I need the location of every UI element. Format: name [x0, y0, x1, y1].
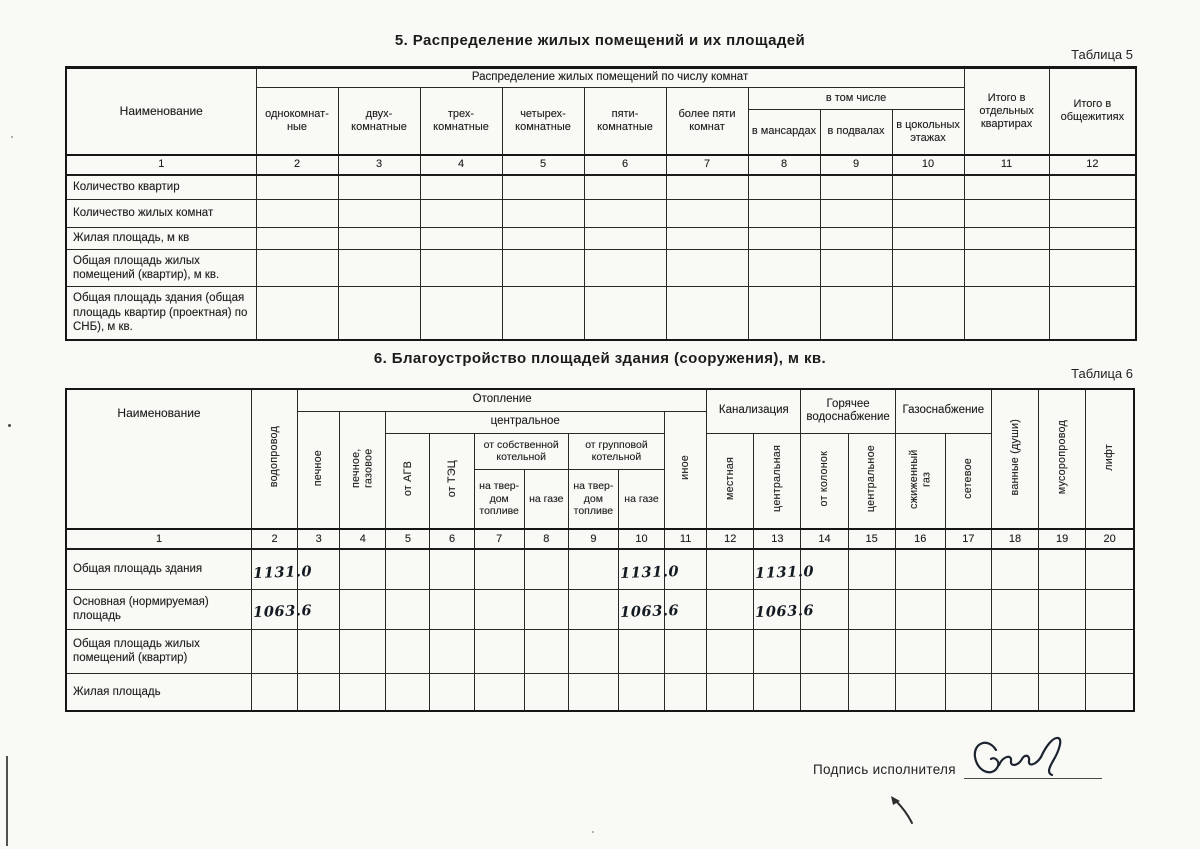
col-number: 12	[1049, 155, 1136, 175]
scan-speck	[11, 136, 13, 138]
handwritten-value	[754, 549, 815, 589]
empty-cell	[892, 228, 964, 250]
col-number: 5	[502, 155, 584, 175]
signature-block	[813, 738, 1102, 779]
col-number: 4	[420, 155, 502, 175]
empty-cell	[801, 629, 848, 673]
vertical-label: от АГВ	[401, 461, 414, 497]
empty-cell	[524, 673, 568, 711]
empty-cell	[892, 175, 964, 200]
t5-header-total-flats: Итого в отдельных квартирах	[964, 68, 1049, 155]
t6-col-other	[665, 411, 707, 529]
col-number: 7	[666, 155, 748, 175]
empty-cell	[1086, 673, 1134, 711]
col-number: 20	[1086, 529, 1134, 549]
empty-cell	[256, 200, 338, 228]
handwritten-value	[618, 589, 680, 629]
empty-cell	[895, 549, 945, 589]
t5-col-ground-floors: в цокольных этажах	[892, 110, 964, 155]
empty-cell	[618, 629, 664, 673]
col-number: 11	[665, 529, 707, 549]
col-number: 11	[964, 155, 1049, 175]
vertical-label: сжиженный газ	[907, 449, 933, 509]
empty-cell	[748, 175, 820, 200]
empty-cell	[340, 549, 386, 589]
empty-cell	[568, 589, 618, 629]
col-number: 3	[298, 529, 340, 549]
col-number: 9	[820, 155, 892, 175]
vertical-label: центральное	[865, 445, 878, 513]
scan-speck	[592, 831, 594, 833]
empty-cell	[892, 250, 964, 287]
t6-col-from-heaters	[801, 433, 848, 529]
vertical-label: местная	[724, 457, 737, 501]
empty-cell	[707, 673, 754, 711]
t5-col-three-room: трех-комнатные	[420, 88, 502, 155]
col-number: 16	[895, 529, 945, 549]
empty-cell	[618, 673, 664, 711]
empty-cell	[964, 287, 1049, 340]
scan-edge-artifact	[6, 756, 8, 846]
empty-cell	[1049, 228, 1136, 250]
t6-row-label: Общая площадь здания	[66, 549, 252, 589]
t5-header-total-dorms: Итого в общежитиях	[1049, 68, 1136, 155]
col-number: 14	[801, 529, 848, 549]
vertical-label: водопровод	[268, 426, 281, 488]
vertical-label: сетевое	[962, 458, 975, 500]
empty-cell	[665, 629, 707, 673]
empty-cell	[820, 175, 892, 200]
t6-col-solid-fuel: на твер-дом топливе	[568, 469, 618, 529]
col-number: 17	[945, 529, 991, 549]
empty-cell	[502, 287, 584, 340]
t6-group-group-boiler: от групповой котельной	[568, 433, 664, 469]
empty-cell	[524, 589, 568, 629]
col-number: 1	[66, 529, 252, 549]
empty-cell	[945, 589, 991, 629]
empty-cell	[666, 200, 748, 228]
table5-room-distribution	[65, 66, 1137, 341]
col-number: 6	[430, 529, 474, 549]
t6-col-network-gas	[945, 433, 991, 529]
t6-group-own-boiler: от собственной котельной	[474, 433, 568, 469]
empty-cell	[1086, 629, 1134, 673]
t6-col-solid-fuel: на твер-дом топливе	[474, 469, 524, 529]
empty-cell	[474, 629, 524, 673]
signature-line	[964, 738, 1102, 779]
col-number: 12	[707, 529, 754, 549]
empty-cell	[420, 228, 502, 250]
vertical-label: центральная	[771, 445, 784, 513]
empty-cell	[340, 629, 386, 673]
t5-row-label: Общая площадь жилых помещений (квартир), м кв.	[66, 250, 256, 287]
empty-cell	[338, 250, 420, 287]
handwritten-number: 1063.6	[619, 602, 680, 622]
empty-cell	[945, 549, 991, 589]
empty-cell	[386, 549, 430, 589]
empty-cell	[338, 287, 420, 340]
vertical-label: печное, газовое	[350, 448, 375, 488]
t5-header-including: в том числе	[748, 88, 964, 110]
empty-cell	[665, 673, 707, 711]
handwritten-number: 1131.0	[619, 562, 680, 582]
empty-cell	[1049, 175, 1136, 200]
empty-cell	[848, 549, 895, 589]
col-number: 9	[568, 529, 618, 549]
col-number: 13	[754, 529, 801, 549]
t5-row-label: Количество квартир	[66, 175, 256, 200]
empty-cell	[848, 629, 895, 673]
empty-cell	[801, 673, 848, 711]
empty-cell	[892, 200, 964, 228]
empty-cell	[502, 228, 584, 250]
empty-cell	[474, 673, 524, 711]
empty-cell	[964, 228, 1049, 250]
empty-cell	[1049, 200, 1136, 228]
t6-col-liquefied-gas	[895, 433, 945, 529]
t6-col-elevator	[1086, 389, 1134, 529]
t5-col-five-room: пяти-комнатные	[584, 88, 666, 155]
vertical-label: печное	[312, 449, 325, 486]
empty-cell	[1086, 549, 1134, 589]
empty-cell	[386, 673, 430, 711]
col-number: 4	[340, 529, 386, 549]
empty-cell	[524, 629, 568, 673]
empty-cell	[256, 250, 338, 287]
t6-col-stove	[298, 411, 340, 529]
empty-cell	[1049, 287, 1136, 340]
empty-cell	[474, 589, 524, 629]
t6-col-on-gas: на газе	[524, 469, 568, 529]
t6-col-baths	[991, 389, 1038, 529]
empty-cell	[338, 228, 420, 250]
empty-cell	[895, 589, 945, 629]
empty-cell	[707, 629, 754, 673]
empty-cell	[1039, 629, 1086, 673]
t5-col-basements: в подвалах	[820, 110, 892, 155]
empty-cell	[748, 287, 820, 340]
empty-cell	[298, 673, 340, 711]
empty-cell	[707, 589, 754, 629]
empty-cell	[338, 200, 420, 228]
empty-cell	[964, 175, 1049, 200]
t5-header-distribution-group: Распределение жилых помещений по числу комнат	[256, 68, 964, 88]
empty-cell	[584, 287, 666, 340]
empty-cell	[991, 549, 1038, 589]
empty-cell	[1049, 250, 1136, 287]
t6-group-hot-water: Горячее водоснабжение	[801, 389, 895, 433]
t5-row-label: Общая площадь здания (общая площадь квартир (проектная) по СНБ), м кв.	[66, 287, 256, 340]
t6-header-name: Наименование	[66, 389, 252, 529]
t6-col-chp	[430, 433, 474, 529]
empty-cell	[754, 673, 801, 711]
empty-cell	[430, 589, 474, 629]
empty-cell	[892, 287, 964, 340]
scan-speck	[8, 424, 11, 427]
handwritten-number: 1131.0	[252, 562, 313, 582]
empty-cell	[991, 629, 1038, 673]
empty-cell	[666, 175, 748, 200]
empty-cell	[256, 287, 338, 340]
t5-row-label: Жилая площадь, м кв	[66, 228, 256, 250]
empty-cell	[420, 250, 502, 287]
vertical-label: ванные (души)	[1008, 418, 1021, 496]
t6-group-sewerage: Канализация	[707, 389, 801, 433]
empty-cell	[1039, 673, 1086, 711]
table5-caption: Таблица 5	[1071, 47, 1133, 62]
t6-group-central-heating: центральное	[386, 411, 665, 433]
empty-cell	[568, 549, 618, 589]
empty-cell	[848, 673, 895, 711]
t6-row-label: Общая площадь жилых помещений (квартир)	[66, 629, 252, 673]
empty-cell	[945, 673, 991, 711]
empty-cell	[420, 200, 502, 228]
empty-cell	[386, 589, 430, 629]
empty-cell	[895, 629, 945, 673]
empty-cell	[502, 175, 584, 200]
t5-col-mansards: в мансардах	[748, 110, 820, 155]
empty-cell	[584, 228, 666, 250]
empty-cell	[568, 673, 618, 711]
t5-row-label: Количество жилых комнат	[66, 200, 256, 228]
col-number: 6	[584, 155, 666, 175]
handwritten-number: 1131.0	[755, 562, 815, 582]
empty-cell	[1039, 549, 1086, 589]
handwritten-number: 1063.6	[755, 602, 815, 622]
empty-cell	[991, 589, 1038, 629]
empty-cell	[340, 589, 386, 629]
empty-cell	[338, 175, 420, 200]
empty-cell	[524, 549, 568, 589]
empty-cell	[945, 629, 991, 673]
executor-signature	[966, 734, 1086, 784]
empty-cell	[420, 287, 502, 340]
col-number: 15	[848, 529, 895, 549]
empty-cell	[256, 228, 338, 250]
t6-group-heating: Отопление	[298, 389, 707, 411]
empty-cell	[820, 287, 892, 340]
col-number: 8	[524, 529, 568, 549]
col-number: 10	[618, 529, 664, 549]
signature-label: Подпись исполнителя	[813, 762, 956, 777]
empty-cell	[420, 175, 502, 200]
empty-cell	[754, 629, 801, 673]
vertical-label: иное	[679, 455, 692, 481]
col-number: 7	[474, 529, 524, 549]
col-number: 8	[748, 155, 820, 175]
t5-col-four-room: четырех-комнатные	[502, 88, 584, 155]
vertical-label: от ТЭЦ	[445, 460, 458, 498]
vertical-label: от колонок	[818, 451, 831, 507]
col-number: 5	[386, 529, 430, 549]
section6-title: 6. Благоустройство площадей здания (сооружения), м кв.	[373, 350, 827, 367]
section5-title: 5. Распределение жилых помещений и их площадей	[394, 32, 806, 49]
t5-col-one-room: однокомнат-ные	[256, 88, 338, 155]
empty-cell	[502, 250, 584, 287]
col-number: 19	[1039, 529, 1086, 549]
empty-cell	[991, 673, 1038, 711]
empty-cell	[820, 250, 892, 287]
empty-cell	[430, 549, 474, 589]
col-number: 1	[66, 155, 256, 175]
t6-col-central-sewerage	[754, 433, 801, 529]
handwritten-value	[252, 549, 313, 589]
empty-cell	[584, 175, 666, 200]
empty-cell	[748, 228, 820, 250]
pen-mark	[884, 792, 918, 826]
t6-col-local	[707, 433, 754, 529]
t6-col-stove-gas	[340, 411, 386, 529]
t6-row-label: Основная (нормируемая) площадь	[66, 589, 252, 629]
empty-cell	[584, 250, 666, 287]
empty-cell	[964, 200, 1049, 228]
vertical-label: лифт	[1103, 443, 1116, 471]
empty-cell	[256, 175, 338, 200]
handwritten-value	[618, 549, 680, 589]
t6-row-label: Жилая площадь	[66, 673, 252, 711]
table6-building-amenities	[65, 388, 1135, 712]
empty-cell	[430, 629, 474, 673]
empty-cell	[568, 629, 618, 673]
empty-cell	[1039, 589, 1086, 629]
t6-col-on-gas: на газе	[618, 469, 664, 529]
empty-cell	[748, 200, 820, 228]
t6-group-gas-supply: Газоснабжение	[895, 389, 991, 433]
handwritten-value	[754, 589, 815, 629]
empty-cell	[666, 287, 748, 340]
t6-col-garbage-chute	[1039, 389, 1086, 529]
empty-cell	[820, 200, 892, 228]
empty-cell	[666, 250, 748, 287]
handwritten-value	[252, 589, 313, 629]
handwritten-number: 1063.6	[252, 602, 313, 622]
col-number: 3	[338, 155, 420, 175]
empty-cell	[584, 200, 666, 228]
t5-col-more-five: более пяти комнат	[666, 88, 748, 155]
empty-cell	[430, 673, 474, 711]
empty-cell	[666, 228, 748, 250]
table6-caption: Таблица 6	[1071, 366, 1133, 381]
empty-cell	[298, 629, 340, 673]
col-number: 2	[256, 155, 338, 175]
empty-cell	[340, 673, 386, 711]
col-number: 2	[252, 529, 298, 549]
empty-cell	[895, 673, 945, 711]
empty-cell	[964, 250, 1049, 287]
t6-col-agv	[386, 433, 430, 529]
empty-cell	[748, 250, 820, 287]
empty-cell	[502, 200, 584, 228]
empty-cell	[252, 673, 298, 711]
empty-cell	[252, 629, 298, 673]
t6-col-central-hot-water	[848, 433, 895, 529]
t5-header-name: Наименование	[66, 68, 256, 155]
col-number: 18	[991, 529, 1038, 549]
empty-cell	[386, 629, 430, 673]
empty-cell	[474, 549, 524, 589]
empty-cell	[707, 549, 754, 589]
t6-col-water-supply	[252, 389, 298, 529]
empty-cell	[820, 228, 892, 250]
vertical-label: мусоропровод	[1055, 419, 1068, 495]
col-number: 10	[892, 155, 964, 175]
empty-cell	[1086, 589, 1134, 629]
t5-col-two-room: двух-комнатные	[338, 88, 420, 155]
empty-cell	[848, 589, 895, 629]
